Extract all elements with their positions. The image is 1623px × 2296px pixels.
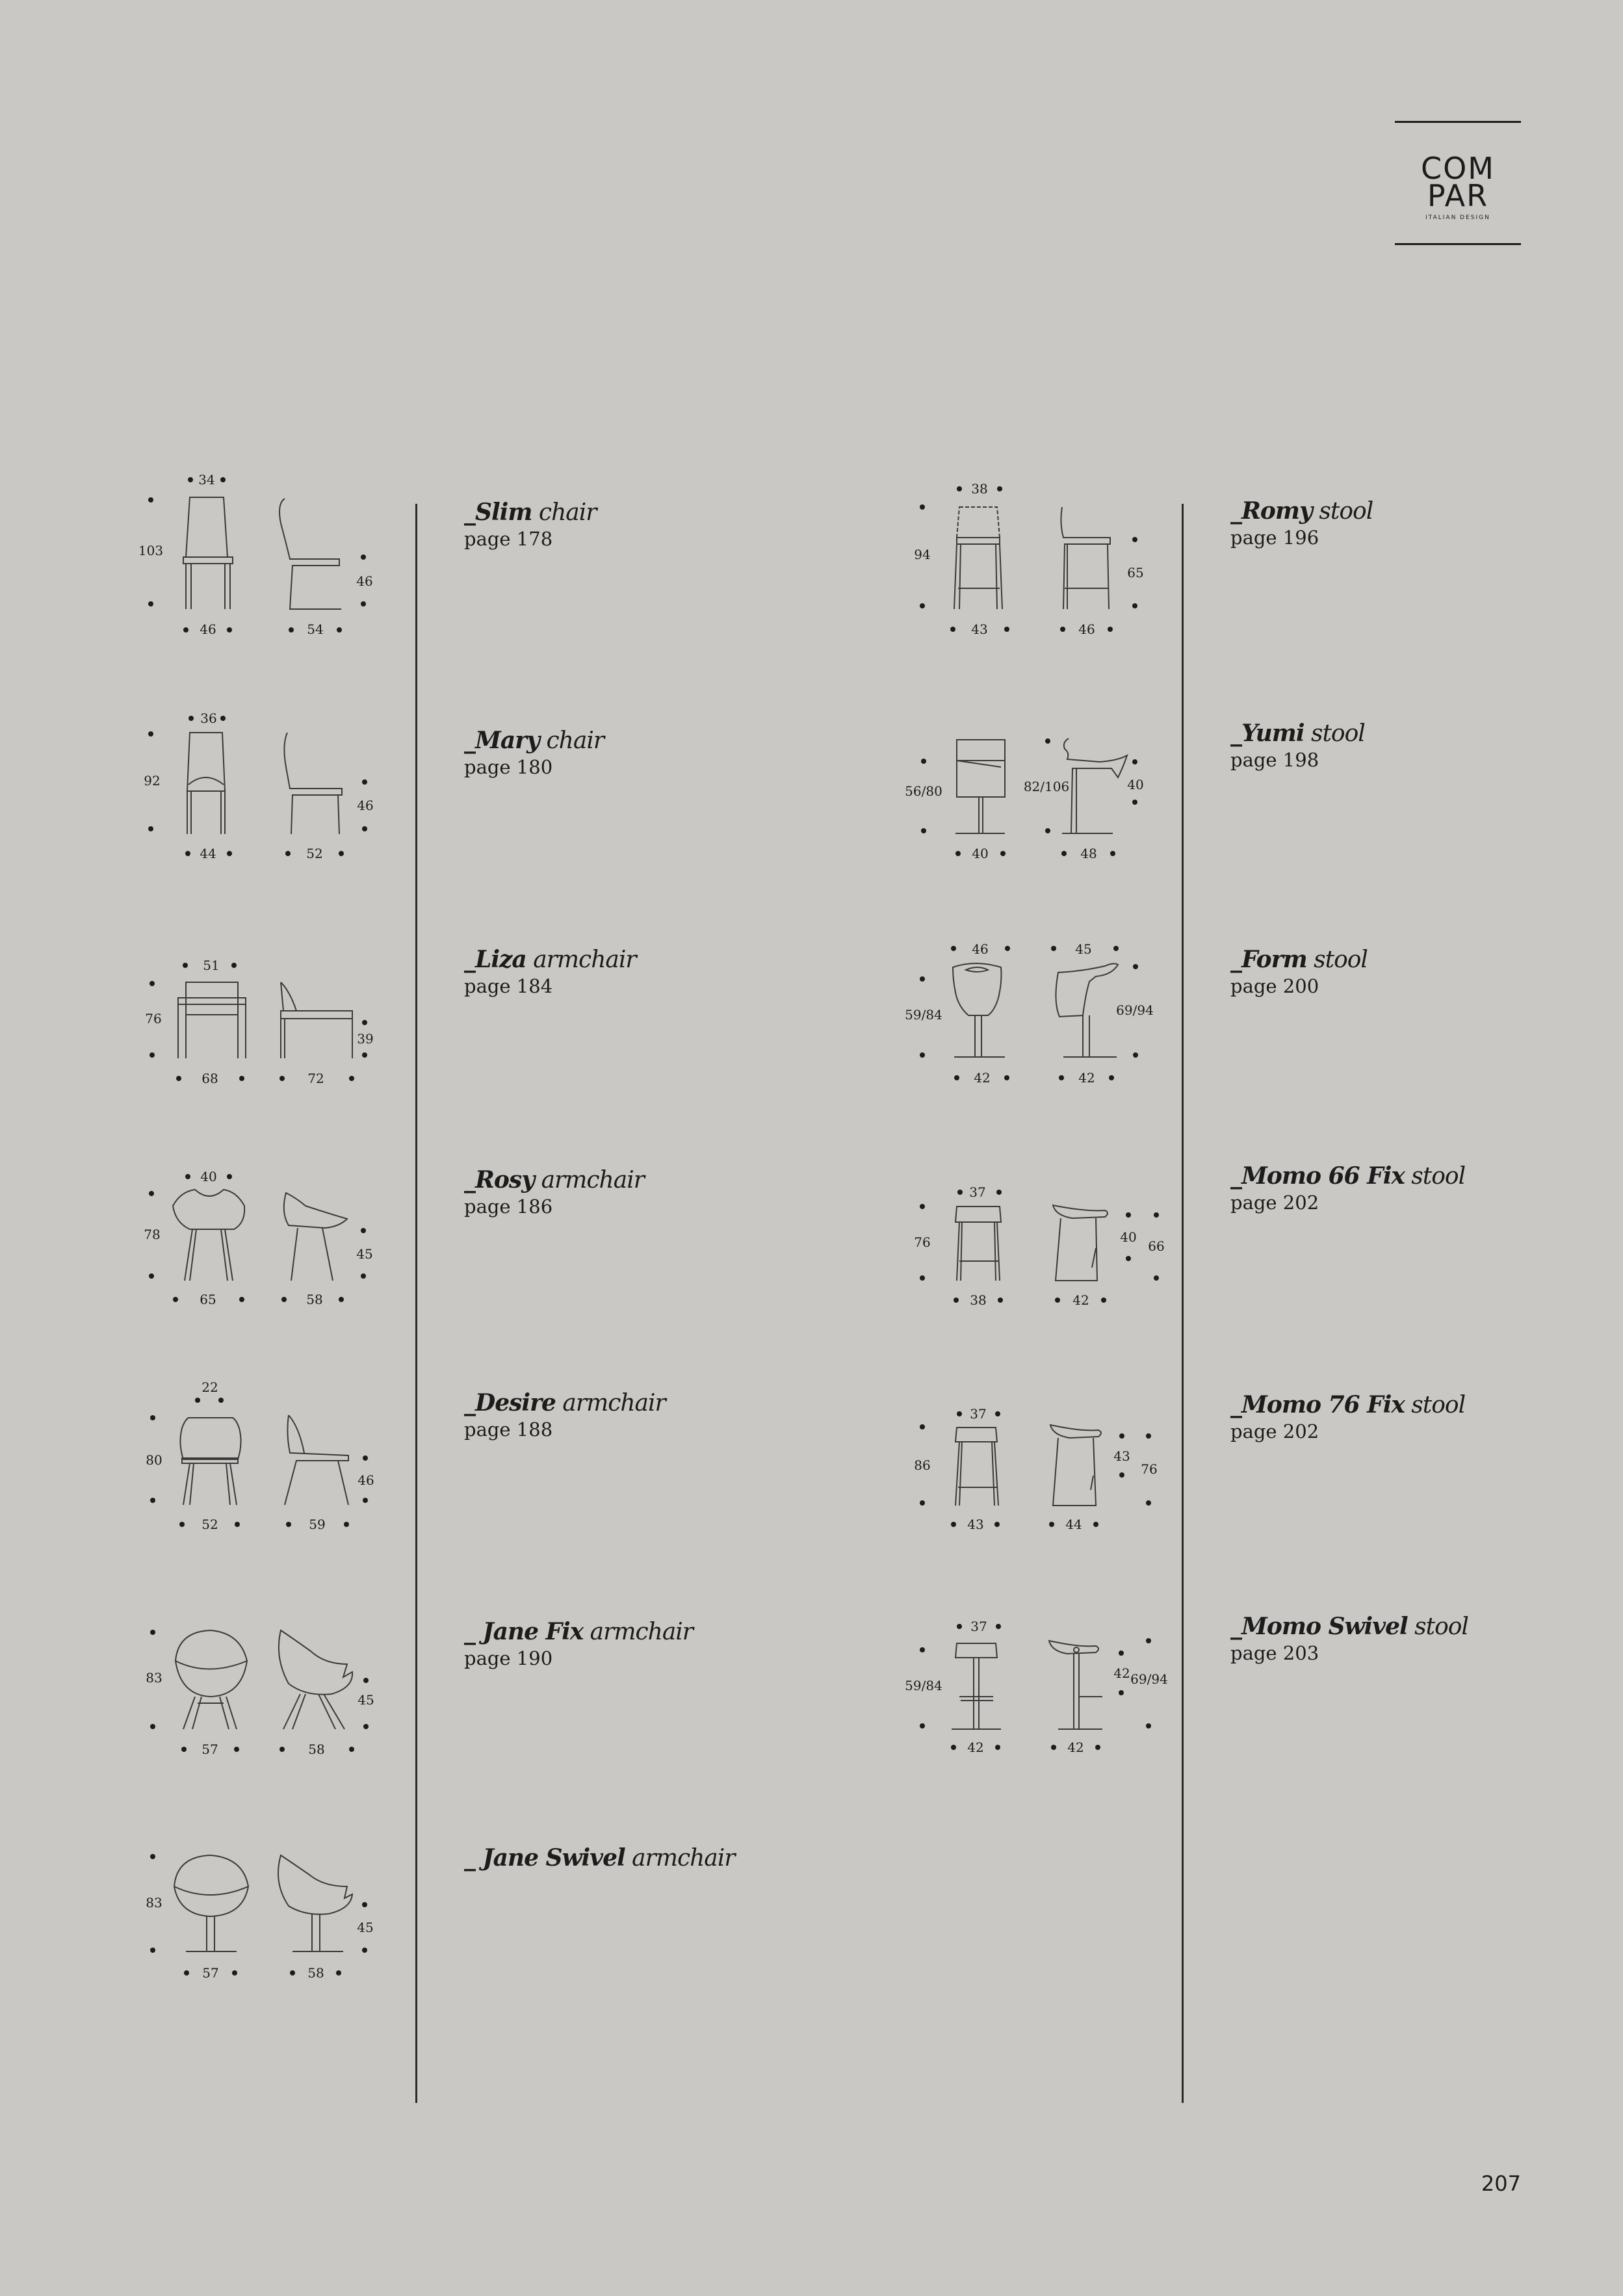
momo-swivel-dim-w2: 42 xyxy=(1067,1740,1084,1755)
logo-top-rule xyxy=(1395,121,1521,123)
jane-fix-dim-w1: 57 xyxy=(201,1742,218,1757)
slim-page-ref: page 178 xyxy=(464,528,553,550)
slim-prefix: _ xyxy=(464,499,475,526)
yumi-type: stool xyxy=(1310,720,1365,747)
logo-tagline: ITALIAN DESIGN xyxy=(1425,215,1490,221)
momo-66-dim-seat: 40 xyxy=(1120,1229,1137,1245)
momo-76-type: stool xyxy=(1411,1392,1466,1418)
romy-dim-height: 94 xyxy=(914,547,931,562)
logo-bottom-rule xyxy=(1395,243,1521,245)
momo-66-dim-top: 37 xyxy=(969,1184,986,1200)
jane-fix-armchair-drawing xyxy=(130,1612,383,1768)
momo-66-dim-height: 76 xyxy=(914,1234,931,1250)
page-number: 207 xyxy=(1481,2171,1521,2196)
rosy-dim-w1: 65 xyxy=(200,1292,216,1307)
momo-76-dim-w1: 43 xyxy=(967,1517,984,1532)
mary-chair-drawing xyxy=(130,705,383,868)
jane-swivel-dim-w1: 57 xyxy=(202,1965,219,1981)
liza-dim-top: 51 xyxy=(203,958,220,973)
slim-dim-w2: 54 xyxy=(307,621,324,637)
form-stool-drawing xyxy=(897,936,1170,1092)
romy-dim-seat: 65 xyxy=(1127,565,1144,581)
momo-swivel-dim-seat: 42 xyxy=(1113,1665,1130,1681)
yumi-page-ref: page 198 xyxy=(1230,749,1319,771)
form-dim-top: 46 xyxy=(972,941,989,957)
romy-name: Romy xyxy=(1241,497,1312,525)
liza-prefix: _ xyxy=(464,946,475,973)
slim-type: chair xyxy=(538,499,597,526)
product-entry-jane-fix[interactable] xyxy=(464,1617,693,1670)
jane-swivel-type: armchair xyxy=(632,1845,735,1872)
momo-76-fix-stool-drawing xyxy=(897,1391,1170,1534)
jane-fix-dim-height: 83 xyxy=(146,1670,162,1686)
form-dim-top2: 45 xyxy=(1075,941,1092,957)
yumi-dim-w2: 48 xyxy=(1080,846,1097,861)
product-entry-momo-76-fix[interactable] xyxy=(1230,1390,1465,1443)
momo-swivel-dim-top: 37 xyxy=(970,1619,987,1634)
form-dim-seat: 69/94 xyxy=(1116,1002,1154,1018)
mary-dim-height: 92 xyxy=(144,773,161,789)
rosy-dim-seat: 45 xyxy=(356,1246,373,1262)
momo-swivel-name: Momo Swivel xyxy=(1241,1613,1408,1640)
desire-name: Desire xyxy=(475,1389,556,1416)
momo-76-dim-seat2: 76 xyxy=(1141,1461,1158,1477)
mary-name: Mary xyxy=(475,727,540,754)
romy-prefix: _ xyxy=(1230,497,1241,525)
jane-fix-name: Jane Fix xyxy=(482,1618,584,1645)
romy-dim-w1: 43 xyxy=(971,621,988,637)
desire-page-ref: page 188 xyxy=(464,1418,553,1441)
liza-name: Liza xyxy=(475,946,526,973)
momo-66-type: stool xyxy=(1411,1163,1466,1190)
brand-logo xyxy=(1395,121,1521,246)
momo-66-dim-w2: 42 xyxy=(1072,1292,1089,1308)
left-column-divider xyxy=(415,504,417,2103)
momo-76-dim-seat: 43 xyxy=(1113,1448,1130,1464)
product-entry-liza[interactable] xyxy=(464,945,636,998)
rosy-dim-top: 40 xyxy=(200,1169,217,1184)
romy-dim-w2: 46 xyxy=(1078,621,1095,637)
slim-dim-height: 103 xyxy=(138,543,164,558)
form-dim-w2: 42 xyxy=(1078,1070,1095,1086)
jane-swivel-dim-w2: 58 xyxy=(307,1965,324,1981)
jane-swivel-dim-height: 83 xyxy=(146,1895,162,1911)
rosy-name: Rosy xyxy=(475,1166,535,1194)
desire-type: armchair xyxy=(562,1390,666,1416)
product-entry-mary[interactable] xyxy=(464,726,604,779)
jane-swivel-name: Jane Swivel xyxy=(482,1844,625,1872)
momo-swivel-stool-drawing xyxy=(897,1612,1183,1755)
logo-word-2: PAR xyxy=(1427,178,1489,213)
jane-fix-dim-w2: 58 xyxy=(308,1742,325,1757)
mary-dim-seat: 46 xyxy=(357,798,374,813)
rosy-page-ref: page 186 xyxy=(464,1195,553,1218)
romy-dim-top: 38 xyxy=(971,481,988,497)
form-dim-height: 59/84 xyxy=(905,1007,942,1023)
momo-swivel-page-ref: page 203 xyxy=(1230,1642,1319,1664)
mary-prefix: _ xyxy=(464,727,475,754)
jane-swivel-dim-seat: 45 xyxy=(357,1920,374,1935)
yumi-prefix: _ xyxy=(1230,720,1241,747)
momo-76-name: Momo 76 Fix xyxy=(1241,1391,1405,1418)
liza-dim-w2: 72 xyxy=(307,1071,324,1086)
desire-dim-height: 80 xyxy=(146,1452,162,1468)
romy-stool-drawing xyxy=(897,478,1170,647)
logo-word-1: COM xyxy=(1420,151,1495,186)
liza-dim-height: 76 xyxy=(145,1011,162,1026)
product-entry-yumi[interactable] xyxy=(1230,719,1365,772)
slim-dim-seat: 46 xyxy=(356,573,373,589)
product-entry-form[interactable] xyxy=(1230,945,1368,998)
product-entry-momo-66-fix[interactable] xyxy=(1230,1162,1465,1214)
momo-66-dim-w1: 38 xyxy=(970,1292,987,1308)
product-entry-slim[interactable] xyxy=(464,498,596,551)
liza-dim-w1: 68 xyxy=(201,1071,218,1086)
desire-prefix: _ xyxy=(464,1389,475,1416)
momo-76-dim-w2: 44 xyxy=(1065,1517,1082,1532)
mary-dim-top: 36 xyxy=(200,711,217,726)
desire-dim-seat: 46 xyxy=(357,1472,374,1488)
momo-66-name: Momo 66 Fix xyxy=(1241,1162,1405,1190)
product-entry-rosy[interactable] xyxy=(464,1166,644,1218)
romy-page-ref: page 196 xyxy=(1230,527,1319,549)
liza-type: armchair xyxy=(533,946,636,973)
form-page-ref: page 200 xyxy=(1230,975,1319,997)
momo-76-dim-top: 37 xyxy=(970,1406,987,1422)
slim-dim-top: 34 xyxy=(198,472,215,488)
momo-66-fix-stool-drawing xyxy=(897,1170,1170,1313)
slim-chair-drawing xyxy=(130,465,383,647)
liza-dim-seat: 39 xyxy=(357,1031,374,1047)
yumi-stool-drawing xyxy=(897,722,1170,871)
rosy-dim-height: 78 xyxy=(144,1227,161,1242)
momo-66-page-ref: page 202 xyxy=(1230,1192,1319,1214)
yumi-dim-seat: 40 xyxy=(1127,777,1144,792)
jane-fix-page-ref: page 190 xyxy=(464,1647,553,1669)
yumi-dim-height: 56/80 xyxy=(905,783,942,799)
mary-page-ref: page 180 xyxy=(464,756,553,778)
momo-66-dim-seat2: 66 xyxy=(1148,1238,1165,1254)
product-entry-desire[interactable] xyxy=(464,1389,666,1441)
momo-swivel-type: stool xyxy=(1414,1613,1468,1640)
mary-type: chair xyxy=(546,727,604,754)
momo-swivel-dim-height: 59/84 xyxy=(905,1678,942,1693)
momo-swivel-prefix: _ xyxy=(1230,1613,1241,1640)
liza-armchair-drawing xyxy=(130,952,383,1095)
slim-name: Slim xyxy=(475,499,532,526)
romy-type: stool xyxy=(1319,498,1373,525)
momo-66-prefix: _ xyxy=(1230,1162,1241,1190)
form-type: stool xyxy=(1314,946,1368,973)
yumi-dim-mid: 82/106 xyxy=(1023,779,1070,794)
momo-76-prefix: _ xyxy=(1230,1391,1241,1418)
form-prefix: _ xyxy=(1230,946,1241,973)
desire-armchair-drawing xyxy=(130,1381,383,1537)
momo-swivel-dim-seat2: 69/94 xyxy=(1130,1671,1168,1687)
rosy-prefix: _ xyxy=(464,1166,475,1194)
rosy-type: armchair xyxy=(541,1167,644,1194)
momo-76-page-ref: page 202 xyxy=(1230,1420,1319,1442)
jane-fix-type: armchair xyxy=(590,1619,694,1645)
liza-page-ref: page 184 xyxy=(464,975,553,997)
yumi-dim-w1: 40 xyxy=(972,846,989,861)
rosy-armchair-drawing xyxy=(130,1167,383,1316)
right-column-divider xyxy=(1182,504,1184,2103)
jane-swivel-prefix: _ xyxy=(464,1844,483,1872)
mary-dim-w1: 44 xyxy=(200,846,216,861)
desire-dim-top: 22 xyxy=(201,1381,218,1395)
form-name: Form xyxy=(1241,946,1307,973)
jane-fix-dim-seat: 45 xyxy=(357,1692,374,1708)
desire-dim-w1: 52 xyxy=(201,1517,218,1532)
slim-dim-w1: 46 xyxy=(200,621,216,637)
jane-fix-prefix: _ xyxy=(464,1618,483,1645)
mary-dim-w2: 52 xyxy=(306,846,323,861)
product-entry-jane-swivel[interactable] xyxy=(464,1844,734,1873)
momo-76-dim-height: 86 xyxy=(914,1457,931,1473)
rosy-dim-w2: 58 xyxy=(306,1292,323,1307)
momo-swivel-dim-w1: 42 xyxy=(967,1740,984,1755)
product-entry-romy[interactable] xyxy=(1230,497,1373,549)
desire-dim-w2: 59 xyxy=(309,1517,326,1532)
yumi-name: Yumi xyxy=(1241,720,1305,747)
product-entry-momo-swivel[interactable] xyxy=(1230,1612,1468,1665)
jane-swivel-armchair-drawing xyxy=(130,1840,383,1983)
form-dim-w1: 42 xyxy=(974,1070,991,1086)
